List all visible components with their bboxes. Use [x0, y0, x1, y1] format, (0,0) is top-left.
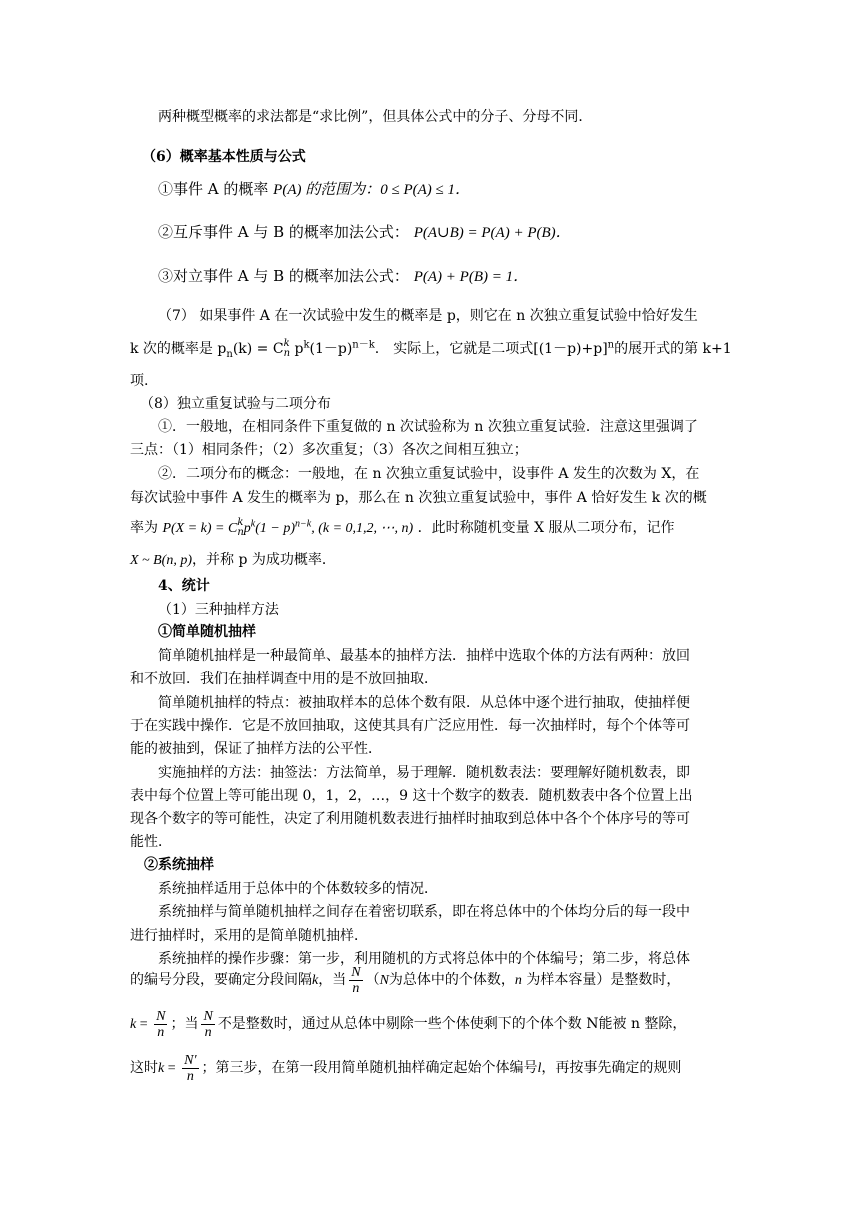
text-line: 两种概型概率的求法都是“求比例”，但具体公式中的分子、分母不同． [158, 109, 593, 125]
formula-math: (1 − p) [255, 521, 296, 536]
fraction-line-3 [130, 1048, 681, 1088]
text-line: 进行抽样时，采用的是简单随机抽样． [130, 928, 368, 944]
binomial-distribution-line [130, 518, 675, 539]
formula-line-1 [158, 179, 470, 200]
subsection-heading: （1）三种抽样方法 [158, 602, 279, 618]
text-fragment: 为样本容量）是整数时， [521, 972, 681, 988]
subscript: n [226, 348, 233, 360]
fraction [349, 965, 362, 996]
formula-math: N [379, 973, 389, 988]
numerator: N [203, 1008, 213, 1024]
formula-math: X ~ B(n, p) [130, 553, 193, 568]
binomial-formula-line [130, 339, 732, 359]
formula-math: n [514, 973, 522, 988]
formula-math: , (k = 0,1,2, ⋯, n) [311, 521, 414, 536]
text-fragment: ．此时称随机变量 X 服从二项分布，记作 [417, 520, 675, 536]
numerator: N [351, 964, 361, 980]
text-line: 系统抽样的操作步骤：第一步，利用随机的方式将总体中的个体编号；第二步，将总体 [158, 951, 690, 967]
text-fragment: k 次的概率是 p [130, 341, 227, 357]
text-line: 现各个数字的等可能性，决定了利用随机数表进行抽样时抽取到总体中各个个体序号的等可 [130, 811, 690, 827]
text-fragment: （ [365, 972, 380, 988]
superscript: k [250, 518, 256, 530]
formula-math: P(X = k) = C [162, 521, 238, 536]
text-fragment: 的展开式的第 k+1 [614, 341, 732, 357]
denominator: n [204, 1024, 212, 1040]
text-fragment: ，并称 p 为成功概率． [192, 552, 336, 568]
subsection-heading-bold: ②系统抽样 [144, 857, 214, 873]
text-line: 简单随机抽样是一种最简单、最基本的抽样方法．抽样中选取个体的方法有两种：放回 [158, 648, 690, 664]
formula-math: k [130, 1017, 137, 1032]
fraction-line-2 [130, 1004, 686, 1044]
formula-label: ①事件 A 的概率 [158, 180, 269, 198]
formula-math: l [537, 1061, 542, 1076]
text-line: 每次试验中事件 A 发生的概率为 p，那么在 n 次独立重复试验中，事件 A 恰好发生 k 次的概 [130, 490, 707, 506]
superscript: k [237, 517, 244, 528]
formula-math: = [164, 1061, 180, 1076]
subsection-heading-bold: ①简单随机抽样 [158, 624, 256, 640]
text-fragment: (1－p) [309, 341, 353, 357]
text-line: 项. [130, 373, 149, 389]
text-line: 能性． [130, 834, 172, 850]
denominator: n [352, 980, 360, 996]
formula-line-3 [158, 266, 528, 287]
superscript: k [283, 338, 290, 349]
text-line: 表中每个位置上等可能出现 0，1，2，…，9 这十个数字的数表．随机数表中各个位置上出 [130, 788, 693, 804]
formula-math: P(A) + P(B) = 1． [413, 269, 529, 285]
fraction [154, 1009, 167, 1040]
text-fragment: ；第三步，在第一段用简单随机抽样确定起始个体编号 [201, 1060, 538, 1076]
subscript: n [237, 527, 244, 538]
text-line: ②．二项分布的概念：一般地，在 n 次独立重复试验中，设事件 A 发生的次数为 X，在 [158, 466, 700, 482]
formula-math: k [312, 973, 319, 988]
formula-math: = [136, 1017, 152, 1032]
text-line: 和不放回．我们在抽样调查中用的是不放回抽取． [130, 671, 438, 687]
text-line: （7） 如果事件 A 在一次试验中发生的概率是 p，则它在 n 次独立重复试验中恰好发生 [158, 308, 698, 324]
binomial-notation-line [130, 550, 336, 571]
section-heading-6: （6）概率基本性质与公式 [142, 149, 306, 165]
fraction [201, 1009, 214, 1040]
numerator: N [156, 1008, 166, 1024]
text-line: 系统抽样与简单随机抽样之间存在着密切联系，即在将总体中的个体均分后的每一段中 [158, 904, 690, 920]
formula-math: P(A) 的范围为：0 ≤ P(A) ≤ 1． [273, 182, 471, 198]
fraction-line-1 [130, 960, 680, 1000]
text-fragment: (k) = C [232, 341, 284, 357]
denominator: n [186, 1068, 194, 1084]
fraction [182, 1053, 198, 1084]
text-fragment: ，当 [318, 972, 347, 988]
subscript: n [283, 348, 291, 359]
text-fragment: p [290, 341, 304, 357]
denominator: n [157, 1024, 165, 1040]
text-line: 实施抽样的方法：抽签法：方法简单，易于理解．随机数表法：要理解好随机数表，即 [158, 765, 690, 781]
formula-math: P(A∪B) = P(A) + P(B)． [413, 225, 571, 241]
text-line: ①．一般地，在相同条件下重复做的 n 次试验称为 n 次独立重复试验．注意这里强调了 [158, 419, 698, 435]
superscript: k [303, 339, 310, 351]
formula-label: ②互斥事件 A 与 B 的概率加法公式： [158, 223, 409, 241]
text-fragment: ，再按事先确定的规则 [541, 1060, 682, 1076]
formula-math: p [243, 521, 251, 536]
text-fragment: 不是整数时，通过从总体中剔除一些个体使剩下的个体个数 N能被 n 整除， [217, 1016, 687, 1032]
text-line: 三点：（1）相同条件；（2）多次重复；（3）各次之间相互独立； [130, 442, 528, 458]
section-heading-8: （8）独立重复试验与二项分布 [140, 396, 331, 412]
text-line: 于在实践中操作．它是不放回抽取，这使其具有广泛应用性．每一次抽样时，每个个体等可 [130, 718, 690, 734]
formula-line-2 [158, 222, 571, 243]
formula-math: k [158, 1061, 165, 1076]
text-fragment: 为总体中的个体数， [388, 972, 515, 988]
text-line: 简单随机抽样的特点：被抽取样本的总体个数有限．从总体中逐个进行抽取，使抽样便 [158, 695, 690, 711]
text-fragment: 这时 [130, 1060, 158, 1076]
formula-label: ③对立事件 A 与 B 的概率加法公式： [158, 267, 409, 285]
text-fragment: 的编号分段，要确定分段间隔 [130, 972, 312, 988]
superscript: n−k [295, 518, 312, 530]
text-line: 能的被抽到，保证了抽样方法的公平性． [130, 741, 382, 757]
section-heading-4: 4、统计 [158, 578, 210, 594]
numerator: N′ [184, 1052, 197, 1068]
text-fragment: 率为 [130, 520, 158, 536]
text-fragment: . 实际上，它就是二项式[(1－p)+p] [374, 341, 608, 357]
superscript: n [607, 339, 615, 351]
text-line: 系统抽样适用于总体中的个体数较多的情况． [158, 881, 438, 897]
text-fragment: ；当 [170, 1016, 199, 1032]
superscript: n－k [352, 339, 375, 351]
